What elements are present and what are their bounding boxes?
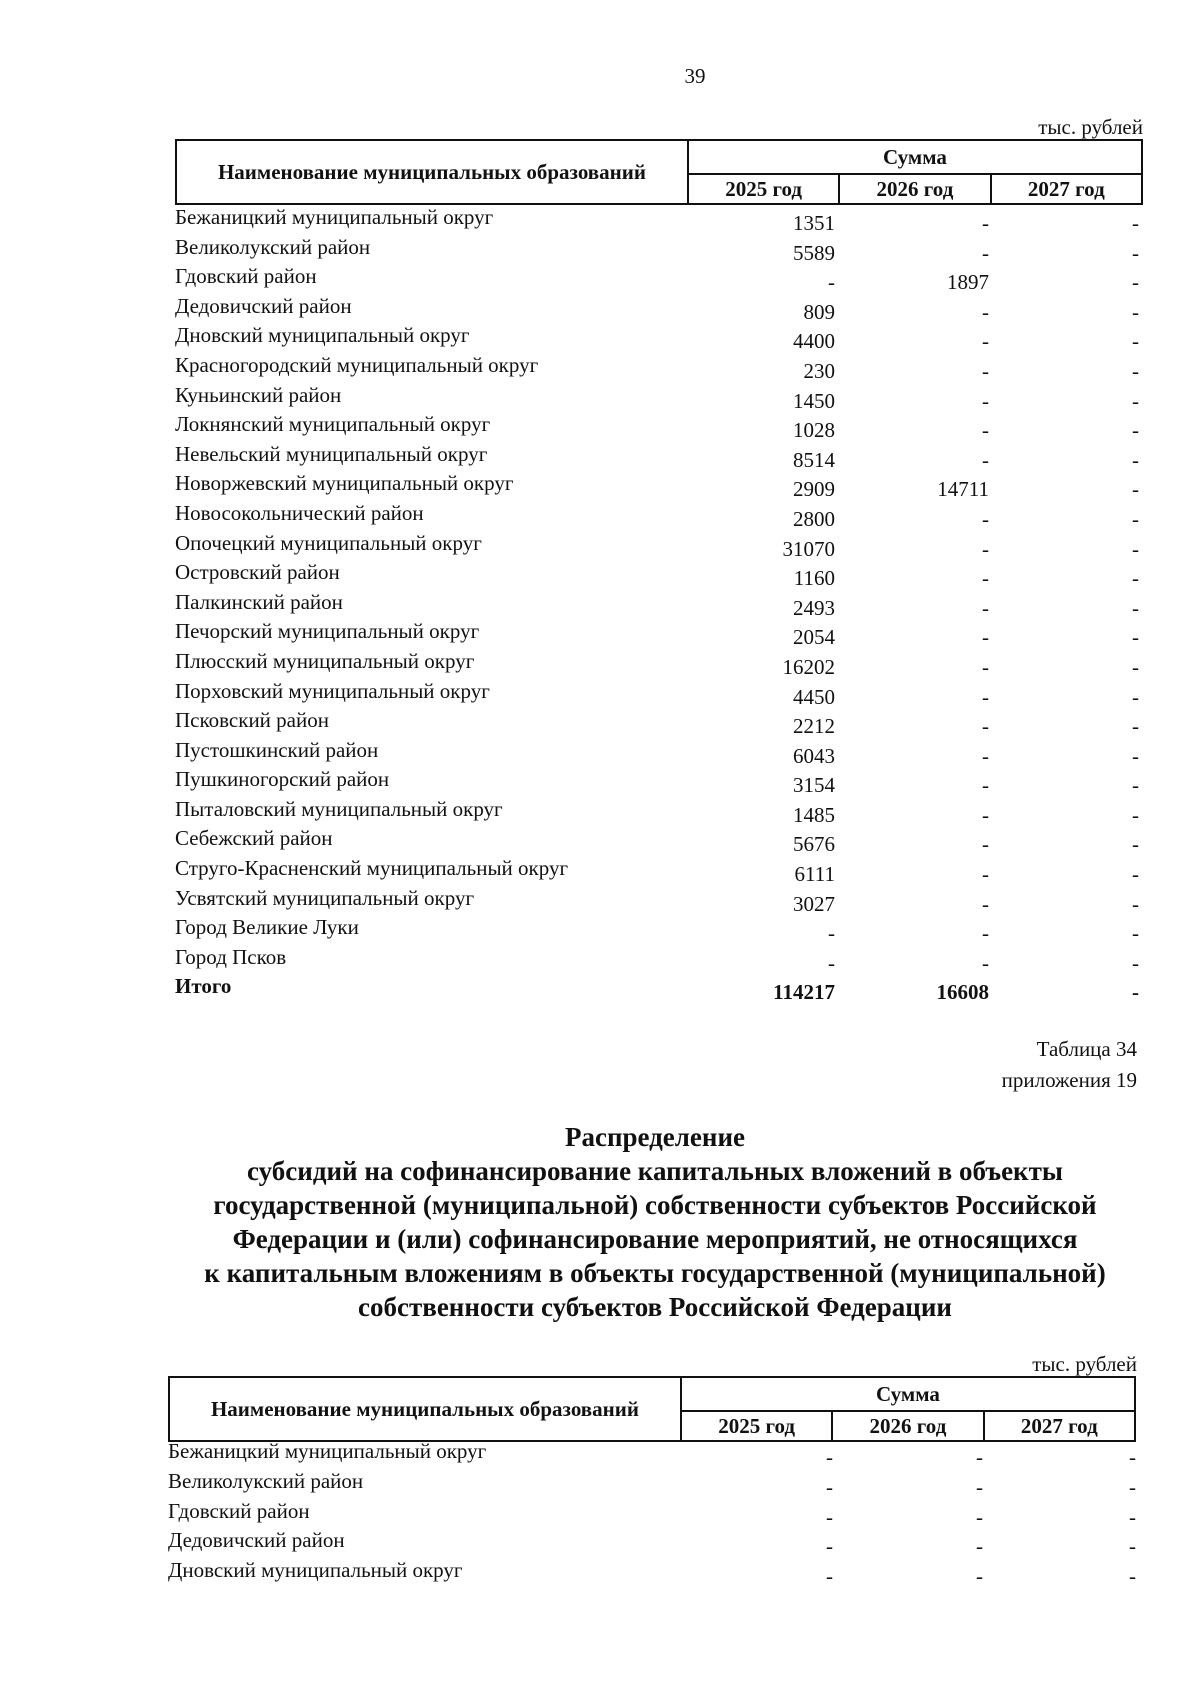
table-row [175,708,1143,738]
value-2025: - [826,1534,833,1559]
header-year-2027: 2027 год [984,1411,1135,1441]
table-row [175,294,1143,324]
heading-line: собственности субъектов Российской Федерации [358,1292,952,1322]
value-2027: - [1132,654,1139,679]
value-2026: - [982,299,989,324]
value-2025: - [828,950,835,975]
value-2026: - [982,329,989,354]
row-name: Порховский муниципальный округ [175,678,490,703]
table-row [175,383,1143,413]
value-2027: - [1132,447,1139,472]
value-2025: 809 [803,299,835,324]
value-2025: 3027 [793,891,835,916]
value-2026: - [982,388,989,413]
value-2026: - [982,743,989,768]
value-2026: - [976,1445,983,1469]
value-2025: 8514 [793,447,835,472]
value-2026: - [982,595,989,620]
table-header [175,139,1143,205]
value-2025: 1351 [793,211,835,235]
value-2025: 6111 [794,862,835,887]
value-2026: - [976,1564,983,1589]
value-2027: - [1132,211,1139,235]
value-2025: - [826,1445,833,1469]
value-2026: - [976,1474,983,1499]
value-2026: - [982,773,989,798]
row-name: Печорский муниципальный округ [175,619,480,644]
row-name: Палкинский район [175,589,343,614]
value-2027: - [1132,802,1139,827]
table-row [175,767,1143,797]
table-row [175,412,1143,442]
table-row [175,323,1143,353]
row-name: Город Псков [175,944,287,969]
value-2025: 4400 [793,329,835,354]
table-row [175,471,1143,501]
row-name: Локнянский муниципальный округ [175,412,491,437]
value-2026: - [982,536,989,561]
units-label: тыс. рублей [1032,1352,1137,1376]
value-2026: 1897 [947,270,989,295]
header-sum-col: Сумма [681,1377,1135,1411]
value-2026: - [982,566,989,591]
value-2026: 16608 [936,980,989,1005]
value-2027: - [1132,773,1139,798]
value-2027: - [1132,566,1139,591]
table-row [175,679,1143,709]
table-row [175,235,1143,265]
table-row [175,442,1143,472]
row-name: Плюсский муниципальный округ [175,648,475,673]
value-2026: - [982,684,989,709]
appendix-number: приложения 19 [1001,1068,1137,1092]
value-2027: - [1132,862,1139,887]
row-name: Гдовский район [175,264,317,289]
row-name: Островский район [175,560,340,585]
value-2026: - [982,891,989,916]
units-label: тыс. рублей [1038,115,1143,139]
row-name: Город Великие Луки [175,915,359,940]
row-name: Невельский муниципальный округ [175,441,488,466]
row-name: Бежаницкий муниципальный округ [175,205,494,229]
value-2025: 1450 [793,388,835,413]
value-2025: 1485 [793,802,835,827]
header-name-col: Наименование муниципальных образований [169,1377,681,1441]
value-2027: - [1132,329,1139,354]
value-2027: - [1132,506,1139,531]
value-2027: - [1132,299,1139,324]
value-2027: - [1132,595,1139,620]
value-2026: - [982,211,989,235]
value-2027: - [1132,684,1139,709]
header-year-2027: 2027 год [991,174,1142,204]
value-2025: 230 [803,358,835,383]
value-2025: 1028 [793,418,835,443]
value-2027: - [1132,950,1139,975]
value-2026: - [982,240,989,265]
value-2025: 6043 [793,743,835,768]
table-row [168,1439,1136,1469]
table-body [175,205,1143,1004]
section-heading [140,1120,1170,1324]
value-2026: - [982,832,989,857]
heading-line: Федерации и (или) софинансирование мероприятий, не относящихся [232,1224,1078,1254]
row-name: Пустошкинский район [175,737,379,762]
row-name: Струго-Красненский муниципальный округ [175,856,569,881]
value-2025: 2800 [793,506,835,531]
header-name-col: Наименование муниципальных образований [176,140,688,204]
table-row [175,797,1143,827]
value-2025: - [826,1564,833,1589]
table-row [175,738,1143,768]
value-2027: - [1132,240,1139,265]
value-2027: - [1132,714,1139,739]
heading-line: субсидий на софинансирование капитальных вложений в объекты [247,1156,1063,1186]
row-name: Куньинский район [175,382,342,407]
value-2027: - [1132,388,1139,413]
row-name: Опочецкий муниципальный округ [175,530,482,555]
value-2027: - [1129,1445,1136,1469]
value-2027: - [1132,477,1139,502]
value-2027: - [1129,1534,1136,1559]
row-name: Псковский район [175,708,329,733]
value-2027: - [1129,1564,1136,1589]
value-2025: - [828,270,835,295]
row-name: Дедовичский район [168,1528,345,1553]
value-2027: - [1132,358,1139,383]
table-row [175,353,1143,383]
value-2027: - [1132,921,1139,946]
value-2025: - [826,1474,833,1499]
value-2027: - [1129,1504,1136,1529]
heading-line: Распределение [564,1122,746,1152]
value-2025: 5589 [793,240,835,265]
table-row [175,560,1143,590]
value-2025: 5676 [793,832,835,857]
header-year-2025: 2025 год [681,1411,832,1441]
value-2025: - [828,921,835,946]
value-2026: - [982,447,989,472]
row-name: Красногородский муниципальный округ [175,352,539,377]
value-2026: - [982,921,989,946]
value-2025: 2493 [793,595,835,620]
value-2026: - [982,654,989,679]
value-2026: - [982,950,989,975]
value-2025: 2212 [793,714,835,739]
value-2025: 114217 [773,980,835,1005]
row-name: Дновский муниципальный округ [168,1558,463,1583]
heading-line: государственной (муниципальной) собственности субъектов Российской [213,1190,1097,1220]
header-year-2025: 2025 год [688,174,839,204]
table-row [168,1528,1136,1558]
value-2025: 4450 [793,684,835,709]
table-row [175,826,1143,856]
row-name: Великолукский район [168,1468,364,1493]
table-row [175,649,1143,679]
value-2026: - [982,625,989,650]
value-2026: - [976,1504,983,1529]
value-2026: 14711 [937,477,989,502]
table-body [168,1439,1136,1588]
table-row [175,915,1143,945]
row-name: Великолукский район [175,234,371,259]
table-row [175,886,1143,916]
value-2025: 16202 [782,654,835,679]
value-2027: - [1132,625,1139,650]
value-2027: - [1132,891,1139,916]
value-2027: - [1132,270,1139,295]
value-2027: - [1132,536,1139,561]
page-number: 39 [684,64,706,88]
row-name: Бежаницкий муниципальный округ [168,1439,487,1463]
row-name: Усвятский муниципальный округ [175,885,475,910]
value-2026: - [982,802,989,827]
value-2025: 2909 [793,477,835,502]
heading-line: к капитальным вложениям в объекты государственной (муниципальной) [204,1258,1106,1288]
table-row [175,856,1143,886]
table-row [175,205,1143,235]
value-2026: - [982,358,989,383]
value-2027: - [1132,980,1139,1005]
table-row [175,619,1143,649]
header-sum-col: Сумма [688,140,1142,174]
table-header [168,1376,1136,1442]
value-2026: - [982,862,989,887]
row-name: Новосокольнический район [175,500,424,525]
header-year-2026: 2026 год [832,1411,983,1441]
table-number: Таблица 34 [1036,1037,1137,1061]
table-row [168,1499,1136,1529]
value-2025: 31070 [782,536,835,561]
row-name: Себежский район [175,826,333,851]
value-2025: 1160 [793,566,835,591]
table-row [175,264,1143,294]
table-row [175,945,1143,975]
header-year-2026: 2026 год [839,174,990,204]
value-2027: - [1132,743,1139,768]
value-2026: - [982,506,989,531]
row-name: Дновский муниципальный округ [175,323,470,348]
row-name: Новоржевский муниципальный округ [175,471,514,496]
row-name: Пушкиногорский район [175,767,390,792]
row-name: Пыталовский муниципальный округ [175,796,503,821]
table-row [175,501,1143,531]
table-row [168,1469,1136,1499]
value-2027: - [1129,1474,1136,1499]
value-2025: 2054 [793,625,835,650]
value-2027: - [1132,832,1139,857]
total-row [175,974,1143,1004]
table-row [175,531,1143,561]
table-row [168,1558,1136,1588]
value-2025: - [826,1504,833,1529]
table-row [175,590,1143,620]
row-name: Итого [175,974,232,999]
row-name: Гдовский район [168,1498,310,1523]
value-2026: - [976,1534,983,1559]
value-2025: 3154 [793,773,835,798]
table-reference [1002,1034,1137,1096]
value-2027: - [1132,418,1139,443]
row-name: Дедовичский район [175,293,352,318]
value-2026: - [982,418,989,443]
value-2026: - [982,714,989,739]
